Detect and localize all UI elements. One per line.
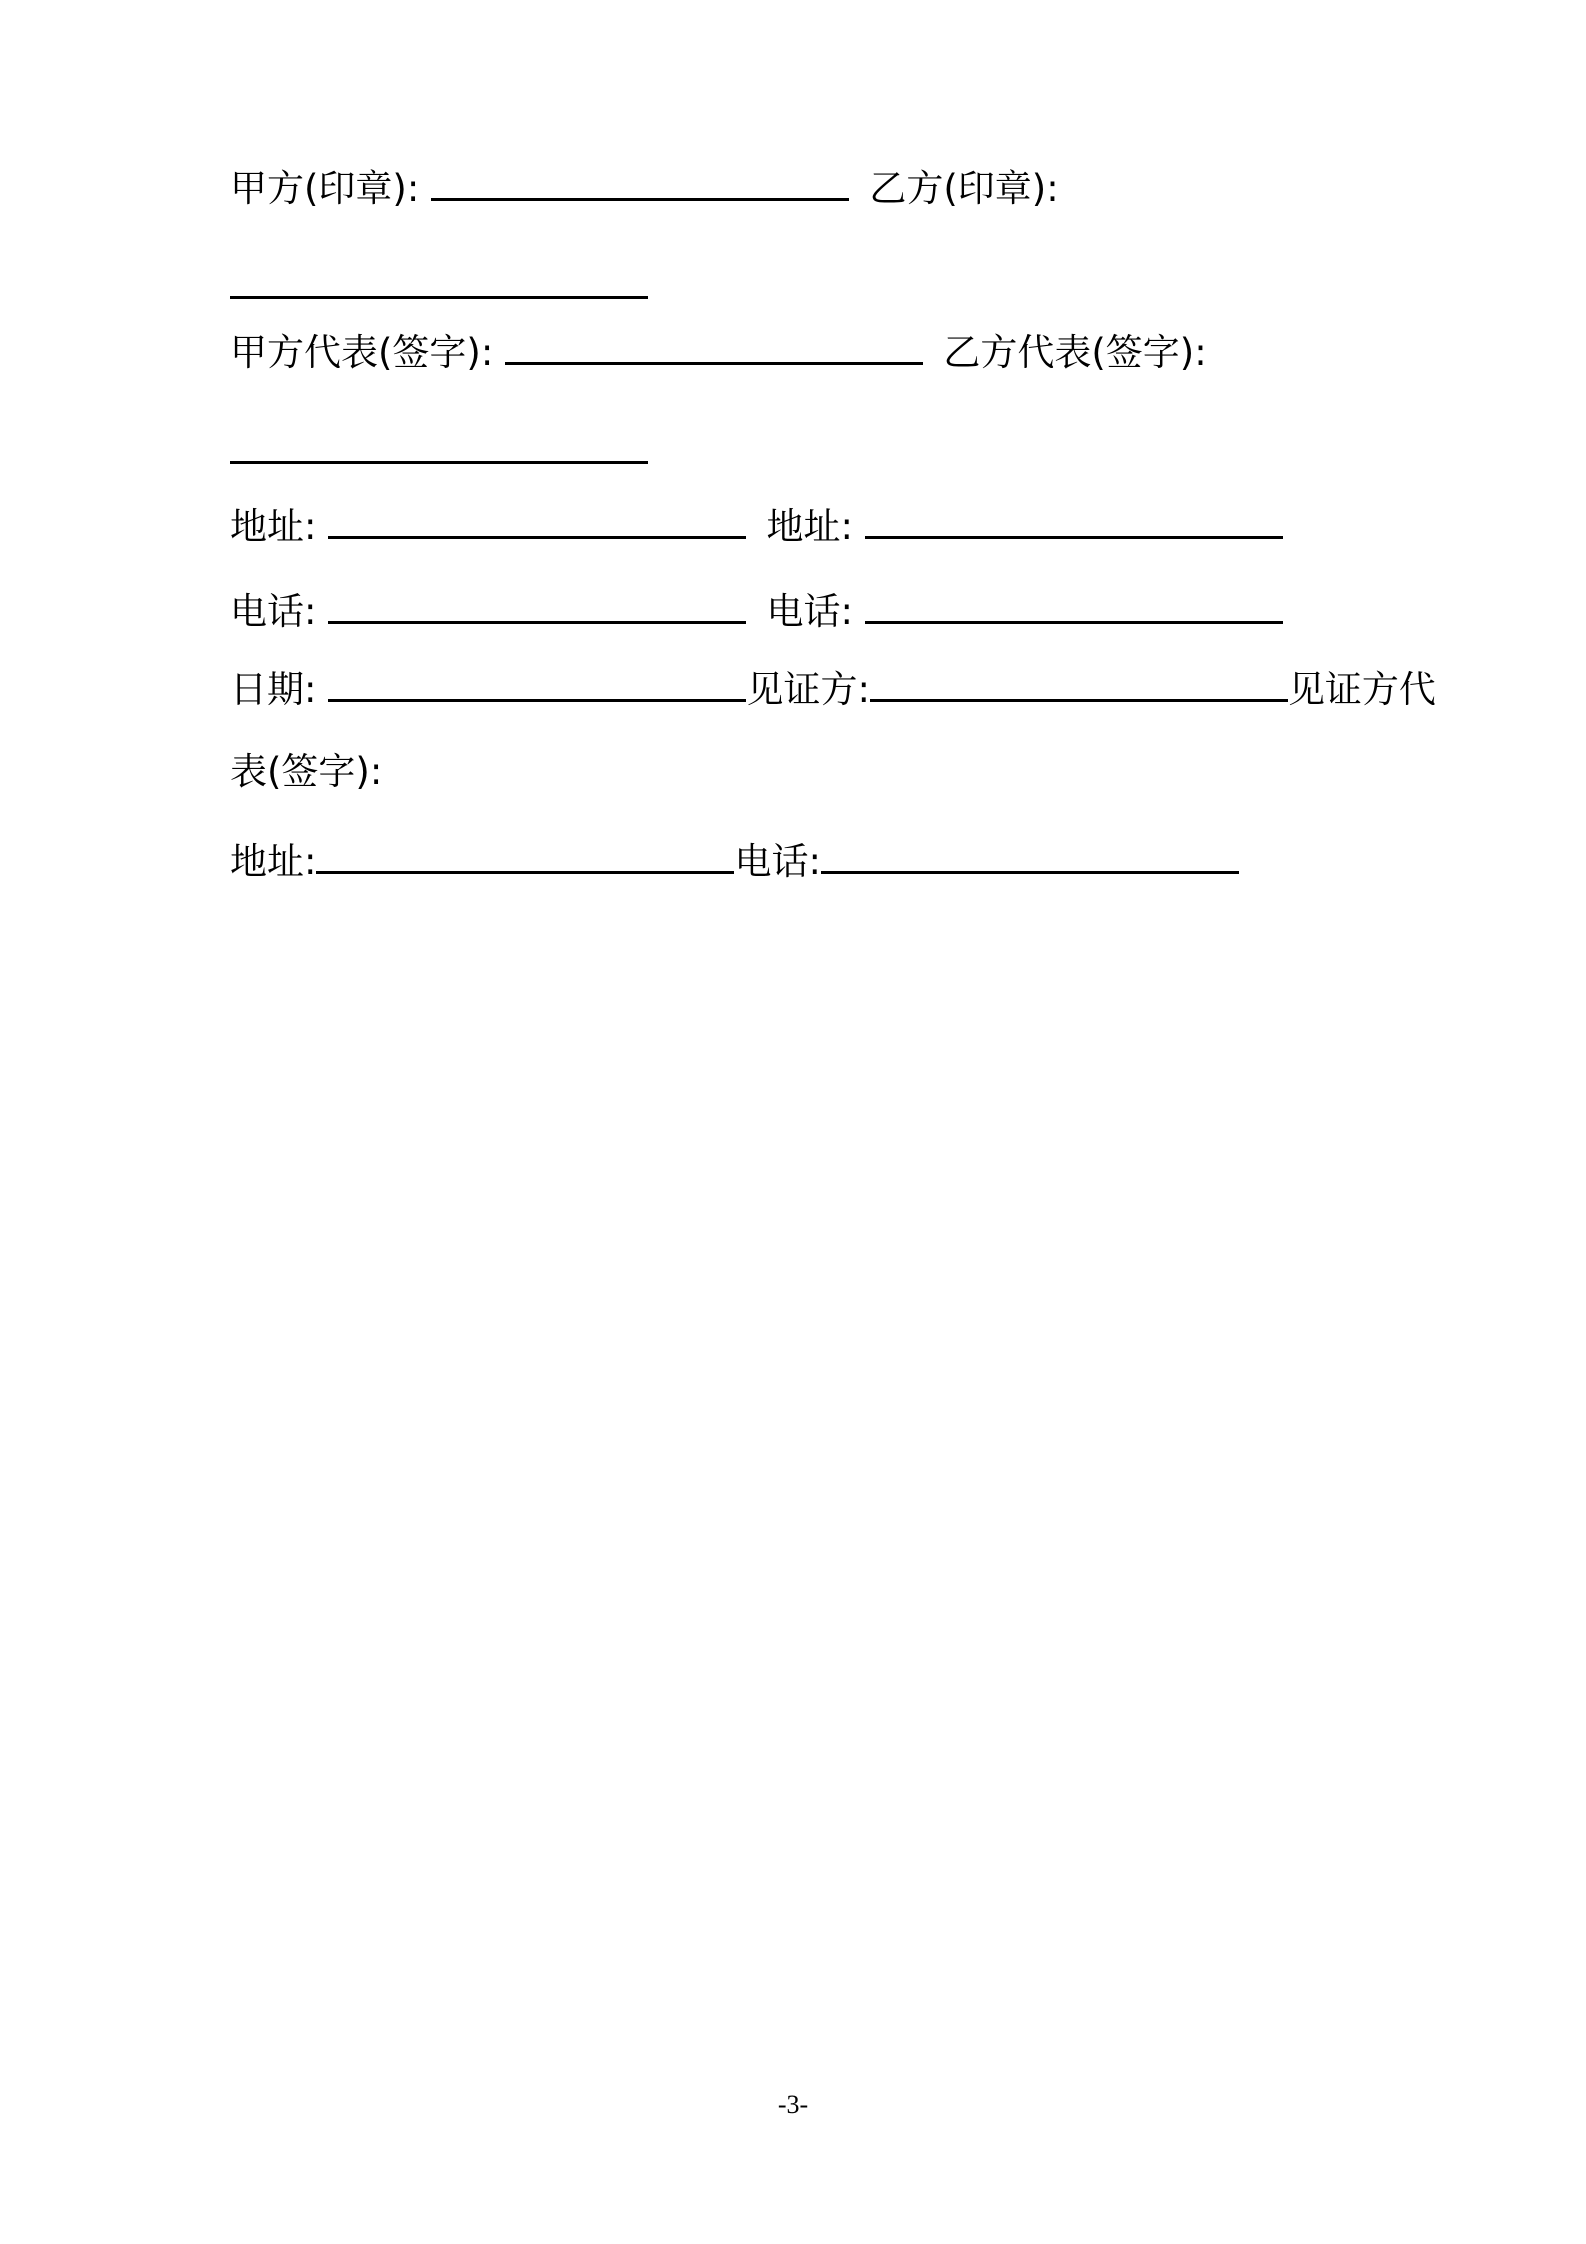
party-seal-row [230, 162, 1059, 214]
witness-rep-label-part2: 表(签字): [230, 750, 383, 793]
party-a-rep-label: 甲方代表(签字): [230, 331, 494, 374]
address-a-label: 地址: [230, 505, 317, 548]
date-blank[interactable] [328, 663, 746, 702]
party-b-seal-row [230, 260, 648, 312]
witness-rep-label-part1: 见证方代 [1287, 668, 1436, 711]
witness-contact-row [230, 835, 1239, 887]
witness-address-blank[interactable] [316, 835, 734, 874]
party-b-seal-blank[interactable] [230, 260, 648, 299]
party-rep-row [230, 326, 1207, 378]
party-b-seal-label: 乙方(印章): [869, 167, 1059, 210]
witness-phone-label: 电话: [734, 840, 821, 883]
phone-a-blank[interactable] [328, 585, 746, 624]
party-a-rep-blank[interactable] [505, 326, 923, 365]
address-a-blank[interactable] [328, 500, 746, 539]
witness-phone-blank[interactable] [821, 835, 1239, 874]
party-b-rep-blank[interactable] [230, 425, 648, 464]
phone-row [230, 585, 1283, 637]
date-label: 日期: [230, 668, 317, 711]
address-b-label: 地址: [766, 505, 853, 548]
party-b-rep-row [230, 425, 648, 477]
phone-b-label: 电话: [766, 590, 853, 633]
party-a-seal-label: 甲方(印章): [230, 167, 420, 210]
page-number: -3- [777, 2090, 809, 2119]
witness-rep-row [230, 747, 382, 797]
phone-a-label: 电话: [230, 590, 317, 633]
party-a-seal-blank[interactable] [431, 162, 849, 201]
witness-label: 见证方: [746, 668, 870, 711]
address-row [230, 500, 1283, 552]
witness-address-label: 地址: [230, 840, 317, 883]
date-witness-row [230, 663, 1436, 715]
witness-blank[interactable] [870, 663, 1288, 702]
party-b-rep-label: 乙方代表(签字): [943, 331, 1207, 374]
phone-b-blank[interactable] [865, 585, 1283, 624]
address-b-blank[interactable] [865, 500, 1283, 539]
